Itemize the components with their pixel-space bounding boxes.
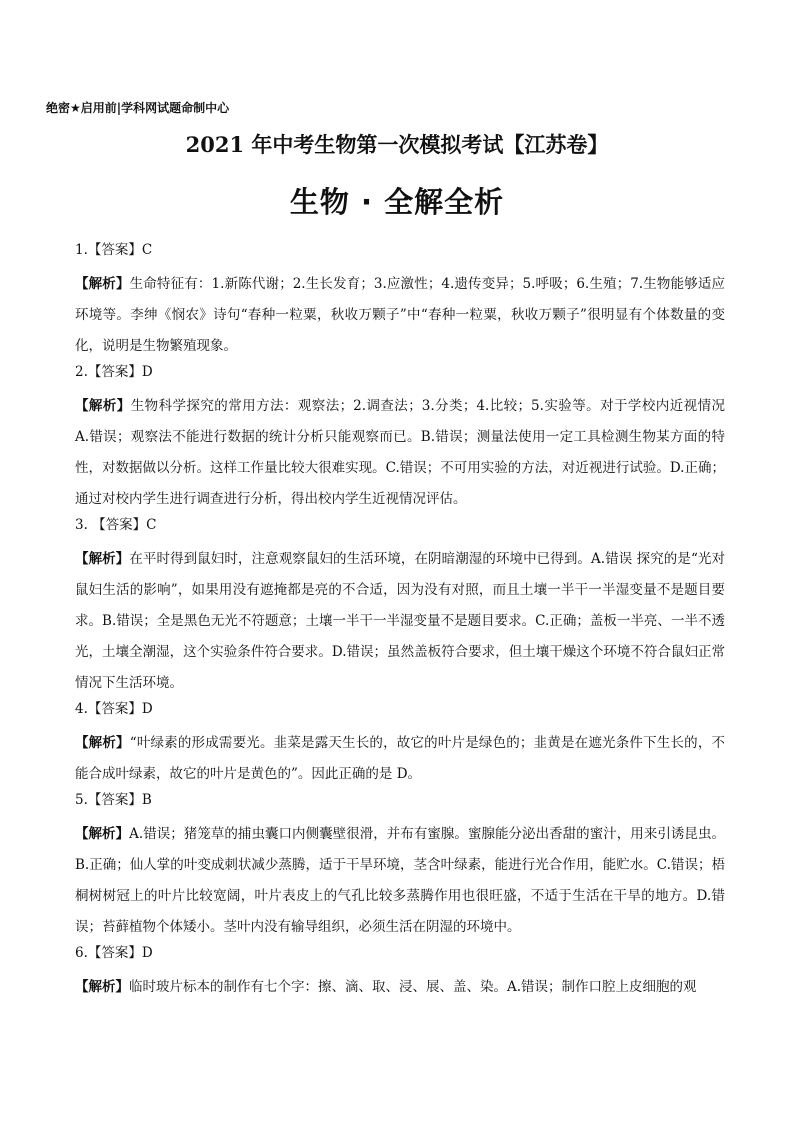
answer-line: 1.【答案】C bbox=[75, 242, 153, 258]
explanation-label: 【解析】 bbox=[75, 551, 130, 567]
answer-line: 2.【答案】D bbox=[75, 364, 153, 380]
question-6 bbox=[75, 943, 725, 1003]
explanation-label: 【解析】 bbox=[75, 735, 130, 751]
question-1 bbox=[75, 240, 725, 362]
explanation bbox=[75, 544, 725, 699]
explanation-text: 生命特征有：1.新陈代谢；2.生长发育；3.应激性；4.遗传变异；5.呼吸；6.生殖；7.生物能够适应环境等。李绅《悯农》诗句“春种一粒粟，秋收万颗子”中“春种一粒粟，秋收万颗子”很明显有个体数量的变化，说明是生物繁殖现象。 bbox=[75, 276, 725, 354]
explanation-label: 【解析】 bbox=[75, 826, 130, 842]
explanation-text: 临时玻片标本的制作有七个字：擦、滴、取、浸、展、盖、染。A.错误；制作口腔上皮细胞的观 bbox=[129, 979, 697, 995]
explanation-label: 【解析】 bbox=[75, 276, 130, 292]
exam-title: 2021 年中考生物第一次模拟考试【江苏卷】 bbox=[185, 132, 609, 157]
question-2 bbox=[75, 362, 725, 515]
explanation-text: “叶绿素的形成需要光。韭菜是露天生长的，故它的叶片是绿色的；韭黄是在遮光条件下生长的，不能合成叶绿素，故它的叶片是黄色的”。因此正确的是 D。 bbox=[75, 735, 725, 782]
document-title: 生物 · 全解全析 bbox=[289, 185, 505, 219]
answer-line: 6.【答案】D bbox=[75, 945, 153, 961]
explanation-text: A.错误；猪笼草的捕虫囊口内侧囊壁很滑，并布有蜜腺。蜜腺能分泌出香甜的蜜汁，用来引诱昆虫。B.正确；仙人掌的叶变成刺状减少蒸腾，适于干旱环境，茎含叶绿素，能进行光合作用，能贮水。C.错误；梧桐树树冠上的叶片比较宽阔，叶片表皮上的气孔比较多蒸腾作用也很旺盛，不适于生活在干旱的地方。D.错误；苔藓植物个体矮小。茎叶内没有输导组织，必须生活在阴湿的环境中。 bbox=[75, 826, 725, 935]
explanation bbox=[75, 728, 725, 790]
explanation bbox=[75, 269, 725, 362]
explanation bbox=[75, 819, 725, 943]
explanation bbox=[75, 972, 725, 1003]
explanation-text: 生物科学探究的常用方法：观察法；2.调查法；3.分类；4.比较；5.实验等。对于学校内近视情况 A.错误；观察法不能进行数据的统计分析只能观察而已。B.错误；测量法使用一定工具检测生物某方面的特性，对数据做以分析。这样工作量比较大很难实现。C.错误；不可用实验的方法，对近视进行试验。D.正确；通过对校内学生进行调查进行分析，得出校内学生近视情况评估。 bbox=[75, 398, 725, 507]
explanation-label: 【解析】 bbox=[75, 979, 129, 995]
question-4 bbox=[75, 699, 725, 790]
explanation-text: 在平时得到鼠妇时，注意观察鼠妇的生活环境，在阴暗潮湿的环境中已得到。A.错误 探究的是“光对鼠妇生活的影响”，如果用没有遮掩都是亮的不合适，因为没有对照，而且土壤一半干一半湿变量不是题目要求。B.错误；全是黑色无光不符题意；土壤一半干一半湿变量不是题目要求。C.正确；盖板一半亮、一半不透光，土壤全潮湿，这个实验条件符合要求。D.错误；虽然盖板符合要求，但土壤干燥这个环境不符合鼠妇正常情况下生活环境。 bbox=[75, 551, 726, 691]
answer-line: 4.【答案】D bbox=[75, 701, 153, 717]
answer-list bbox=[75, 240, 725, 1003]
confidential-header: 绝密★启用前|学科网试题命制中心 bbox=[46, 101, 230, 115]
question-5 bbox=[75, 790, 725, 943]
explanation-label: 【解析】 bbox=[75, 398, 131, 414]
answer-line: 5.【答案】B bbox=[75, 792, 152, 808]
question-3 bbox=[75, 515, 725, 699]
explanation bbox=[75, 391, 725, 515]
answer-line: 3. 【答案】C bbox=[75, 517, 157, 533]
